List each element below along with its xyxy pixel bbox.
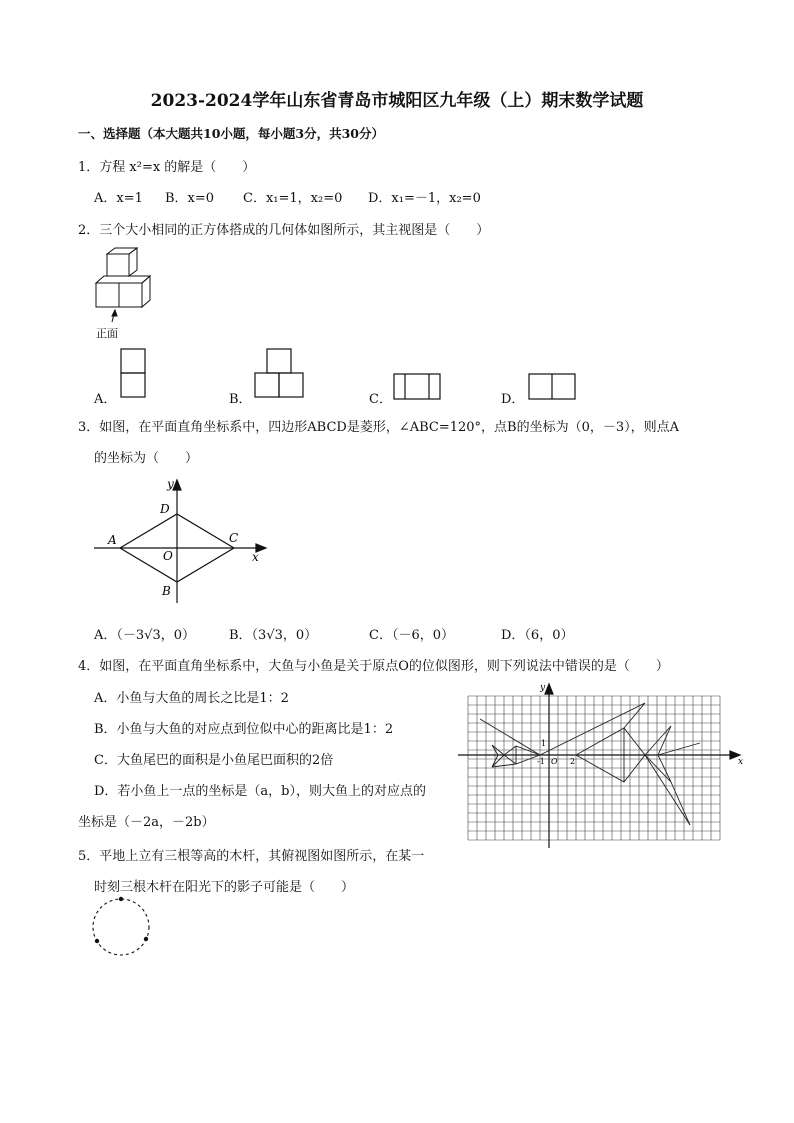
x-axis-label: x: [252, 550, 259, 564]
pole-dot: [95, 939, 99, 943]
q2-option-c-label: C．: [369, 392, 392, 407]
y-axis-label: y: [167, 477, 174, 491]
rhombus-coordinate-figure: [90, 478, 270, 608]
point-d-label: D: [160, 502, 170, 516]
q4-option-b: B．小鱼与大鱼的对应点到位似中心的距离比是1：2: [94, 722, 394, 737]
origin-label: O: [163, 549, 173, 563]
q3-option-c: C．（－6，0）: [369, 628, 454, 643]
question-1-stem: 1．方程 x²=x 的解是（ ）: [78, 160, 256, 175]
q1-option-a: A．x=1: [94, 191, 143, 206]
front-view-label: 正面: [96, 327, 118, 340]
question-2-stem: 2．三个大小相同的正方体搭成的几何体如图所示，其主视图是（ ）: [78, 223, 490, 238]
question-3-stem-line2: 的坐标为（ ）: [94, 451, 199, 466]
q1-option-c: C．x₁=1，x₂=0: [243, 191, 343, 206]
q4-option-d-continued: 坐标是（－2a，－2b）: [78, 815, 215, 830]
q3-option-b: B．（3√3，0）: [229, 628, 318, 643]
q2-option-c-figure: [393, 373, 443, 401]
q1-option-b: B．x=0: [165, 191, 215, 206]
q2-option-d-label: D．: [501, 392, 525, 407]
grid-origin-label: O: [551, 757, 558, 766]
fish-homothety-grid-figure: [458, 680, 748, 852]
q1-option-d: D．x₁=－1，x₂=0: [368, 191, 481, 206]
pole-dot: [119, 897, 123, 901]
q2-option-a-figure: [120, 348, 146, 400]
q4-option-a: A．小鱼与大鱼的周长之比是1：2: [94, 691, 289, 706]
question-3-stem-line1: 3．如图，在平面直角坐标系中，四边形ABCD是菱形，∠ABC=120°，点B的坐标为（0，－3），则点A: [78, 420, 680, 435]
grid-tick-1: 1: [541, 739, 547, 748]
q3-option-a: A．（－3√3，0）: [94, 628, 195, 643]
point-b-label: B: [162, 584, 171, 598]
point-a-label: A: [108, 533, 117, 547]
cube-stack-figure: [90, 246, 170, 342]
grid-tick-neg1: -1: [537, 757, 545, 766]
section-heading: 一、选择题（本大题共10小题，每小题3分，共30分）: [78, 126, 384, 141]
page-title: 2023-2024学年山东省青岛市城阳区九年级（上）期末数学试题: [150, 91, 644, 111]
q4-option-c: C．大鱼尾巴的面积是小鱼尾巴面积的2倍: [94, 753, 334, 768]
q2-option-b-figure: [254, 348, 308, 400]
question-5-stem-line1: 5．平地上立有三根等高的木杆，其俯视图如图所示，在某一: [78, 849, 425, 864]
grid-y-label: y: [540, 683, 546, 693]
q2-option-d-figure: [528, 373, 578, 401]
q4-option-d: D．若小鱼上一点的坐标是（a，b），则大鱼上的对应点的: [94, 784, 426, 799]
grid-tick-2: 2: [570, 757, 576, 766]
question-5-stem-line2: 时刻三根木杆在阳光下的影子可能是（ ）: [94, 880, 355, 895]
pole-top-view-figure: [90, 895, 156, 961]
q3-option-d: D．（6，0）: [501, 628, 574, 643]
q2-option-b-label: B．: [229, 392, 252, 407]
pole-dot: [144, 937, 148, 941]
question-4-stem: 4．如图，在平面直角坐标系中，大鱼与小鱼是关于原点O的位似图形，则下列说法中错误的是（ ）: [78, 659, 669, 674]
grid-x-label: x: [738, 757, 744, 767]
q2-option-a-label: A．: [94, 392, 117, 407]
point-c-label: C: [229, 531, 239, 545]
